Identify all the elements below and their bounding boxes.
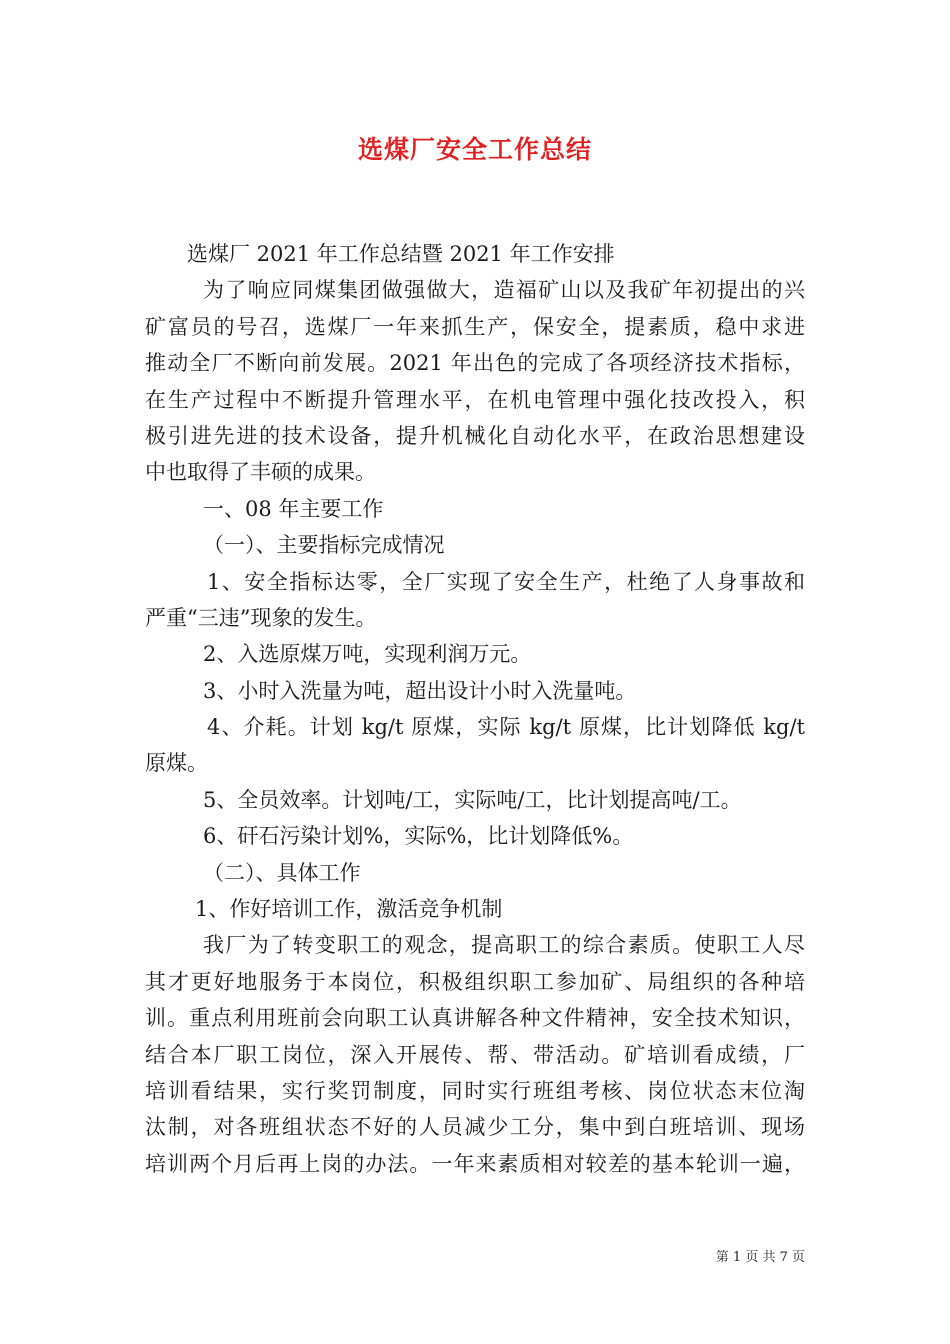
paragraph-line: 我厂为了转变职工的观念，提高职工的综合素质。使职工人尽 [203,933,805,958]
paragraph-line: 培训看结果，实行奖罚制度，同时实行班组考核、岗位状态末位淘 [145,1078,805,1103]
paragraph-line: 中也取得了丰硕的成果。 [145,460,376,485]
paragraph-line: 其才更好地服务于本岗位，积极组织职工参加矿、局组织的各种培 [145,969,805,994]
page-number: 第 1 页 共 7 页 [715,1250,805,1265]
paragraph-line: 极引进先进的技术设备，提升机械化自动化水平，在政治思想建设 [145,423,805,448]
list-item-line: 4、介耗。计划 kg/t 原煤，实际 kg/t 原煤，比计划降低 kg/t [207,715,805,740]
paragraph-line: 矿富员的号召，选煤厂一年来抓生产，保安全，提素质，稳中求进 [145,314,805,339]
subsection-heading: （一）、主要指标完成情况 [203,533,445,558]
list-item-line: 严重“三违”现象的发生。 [145,605,377,630]
list-item-line: 2、入选原煤万吨，实现利润万元。 [203,642,532,667]
paragraph-line: 培训两个月后再上岗的办法。一年来素质相对较差的基本轮训一遍， [145,1151,805,1176]
subsection-heading: （二）、具体工作 [203,860,361,885]
paragraph-line: 为了响应同煤集团做强做大，造福矿山以及我矿年初提出的兴 [203,278,805,303]
list-item-line: 1、安全指标达零，全厂实现了安全生产，杜绝了人身事故和 [207,569,805,594]
item-heading: 1、作好培训工作，激活竞争机制 [195,897,503,922]
section-heading: 一、08 年主要工作 [203,496,384,521]
document-title: 选煤厂安全工作总结 [357,135,592,164]
subtitle-line: 选煤厂 2021 年工作总结暨 2021 年工作安排 [187,242,615,266]
paragraph-line: 推动全厂不断向前发展。2021 年出色的完成了各项经济技术指标， [145,351,805,376]
paragraph-line: 结合本厂职工岗位，深入开展传、帮、带活动。矿培训看成绩，厂 [145,1042,805,1067]
list-item-line: 5、全员效率。计划吨/工，实际吨/工，比计划提高吨/工。 [203,787,742,812]
document-body [145,236,805,1182]
paragraph-line: 训。重点利用班前会向职工认真讲解各种文件精神，安全技术知识， [145,1006,805,1031]
paragraph-line: 汰制，对各班组状态不好的人员减少工分，集中到白班培训、现场 [145,1115,805,1140]
list-item-line: 原煤。 [145,751,208,776]
list-item-line: 3、小时入洗量为吨，超出设计小时入洗量吨。 [203,678,637,703]
paragraph-line: 在生产过程中不断提升管理水平，在机电管理中强化技改投入，积 [145,387,805,412]
list-item-line: 6、矸石污染计划%，实际%，比计划降低%。 [203,824,634,849]
